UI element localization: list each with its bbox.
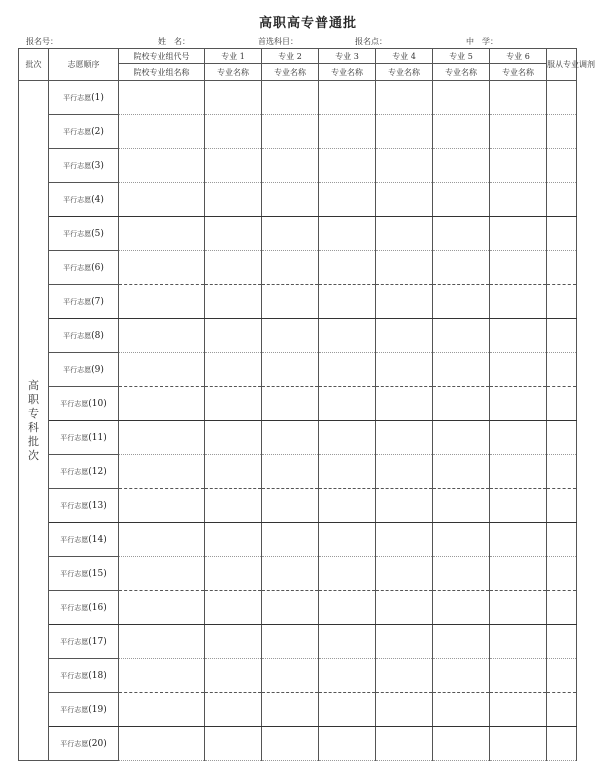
preference-row [19, 217, 577, 251]
major-5-field[interactable] [433, 353, 490, 387]
preference-label [49, 489, 119, 523]
major-1-field[interactable] [205, 659, 262, 693]
major-5-field[interactable] [433, 557, 490, 591]
preference-label [49, 625, 119, 659]
adjust-field[interactable] [547, 489, 577, 523]
preference-number: (6) [91, 262, 104, 273]
group-entry-field[interactable] [119, 727, 205, 761]
preference-row [19, 149, 577, 183]
preference-label [49, 285, 119, 319]
preference-prefix: 平行志愿 [60, 705, 89, 714]
group-entry-field[interactable] [119, 421, 205, 455]
major-5-field[interactable] [433, 489, 490, 523]
preference-number: (7) [91, 296, 104, 307]
preference-row [19, 489, 577, 523]
preference-number: (16) [88, 602, 107, 613]
major-6-field[interactable] [490, 625, 547, 659]
major-3-field[interactable] [319, 285, 376, 319]
preference-row [19, 251, 577, 285]
major-4-field[interactable] [376, 523, 433, 557]
adjust-field[interactable] [547, 693, 577, 727]
major-5-field[interactable] [433, 115, 490, 149]
major-1-field[interactable] [205, 489, 262, 523]
batch-cell [19, 81, 49, 761]
preference-prefix: 平行志愿 [60, 637, 89, 646]
elective-subject-label: 首选科目： [258, 37, 298, 46]
preference-table [18, 48, 595, 761]
group-entry-field[interactable] [119, 183, 205, 217]
preference-number: (4) [91, 194, 104, 205]
preference-row [19, 727, 577, 761]
preference-row [19, 319, 577, 353]
preference-number: (3) [91, 160, 104, 171]
major-4-header: 专业 4 [376, 49, 433, 64]
preference-row [19, 421, 577, 455]
preference-label [49, 81, 119, 115]
major-2-field[interactable] [262, 659, 319, 693]
major-4-field[interactable] [376, 455, 433, 489]
major-3-field[interactable] [319, 523, 376, 557]
major-5-field[interactable] [433, 251, 490, 285]
major-1-field[interactable] [205, 625, 262, 659]
major-6-field[interactable] [490, 115, 547, 149]
major-2-field[interactable] [262, 251, 319, 285]
group-entry-field[interactable] [119, 115, 205, 149]
major-5-field[interactable] [433, 727, 490, 761]
adjust-field[interactable] [547, 387, 577, 421]
major-6-field[interactable] [490, 217, 547, 251]
adjust-field[interactable] [547, 183, 577, 217]
preference-row [19, 387, 577, 421]
major-6-field[interactable] [490, 81, 547, 115]
major-5-field[interactable] [433, 659, 490, 693]
preference-prefix: 平行志愿 [60, 603, 89, 612]
preference-prefix: 平行志愿 [63, 161, 92, 170]
major-1-field[interactable] [205, 387, 262, 421]
major-4-field[interactable] [376, 115, 433, 149]
group-entry-field[interactable] [119, 591, 205, 625]
major-3-field[interactable] [319, 659, 376, 693]
major-5-field[interactable] [433, 625, 490, 659]
major-3-field[interactable] [319, 115, 376, 149]
major-3-field[interactable] [319, 693, 376, 727]
major-2-header: 专业 2 [262, 49, 319, 64]
preference-prefix: 平行志愿 [60, 501, 89, 510]
major-4-field[interactable] [376, 625, 433, 659]
adjust-header: 服从专业调剂 [547, 49, 577, 81]
group-entry-field[interactable] [119, 387, 205, 421]
preference-label [49, 319, 119, 353]
major-2-field[interactable] [262, 81, 319, 115]
major-3-field[interactable] [319, 421, 376, 455]
major-4-name-header: 专业名称 [376, 64, 433, 81]
preference-row [19, 115, 577, 149]
adjust-field[interactable] [547, 591, 577, 625]
adjust-field[interactable] [547, 251, 577, 285]
preference-prefix: 平行志愿 [60, 671, 89, 680]
preference-label [49, 557, 119, 591]
batch-header: 批次 [19, 49, 49, 81]
major-1-field[interactable] [205, 115, 262, 149]
group-entry-field[interactable] [119, 285, 205, 319]
preference-label [49, 115, 119, 149]
major-2-field[interactable] [262, 523, 319, 557]
major-2-field[interactable] [262, 591, 319, 625]
major-5-field[interactable] [433, 319, 490, 353]
major-3-field[interactable] [319, 625, 376, 659]
major-3-field[interactable] [319, 353, 376, 387]
major-4-field[interactable] [376, 81, 433, 115]
major-4-field[interactable] [376, 353, 433, 387]
preference-row [19, 81, 577, 115]
major-1-field[interactable] [205, 251, 262, 285]
major-6-field[interactable] [490, 149, 547, 183]
major-6-field[interactable] [490, 659, 547, 693]
major-4-field[interactable] [376, 557, 433, 591]
preference-row [19, 455, 577, 489]
preference-row [19, 557, 577, 591]
group-entry-field[interactable] [119, 217, 205, 251]
page-title: 高职高专普通批 [258, 16, 357, 31]
major-4-field[interactable] [376, 149, 433, 183]
major-4-field[interactable] [376, 285, 433, 319]
preference-prefix: 平行志愿 [63, 263, 92, 272]
group-entry-field[interactable] [119, 81, 205, 115]
major-1-field[interactable] [205, 183, 262, 217]
major-1-field[interactable] [205, 319, 262, 353]
major-3-field[interactable] [319, 455, 376, 489]
preference-label [49, 455, 119, 489]
major-6-field[interactable] [490, 251, 547, 285]
preference-number: (11) [88, 432, 107, 443]
major-2-field[interactable] [262, 727, 319, 761]
major-6-name-header: 专业名称 [490, 64, 547, 81]
major-5-header: 专业 5 [433, 49, 490, 64]
major-6-field[interactable] [490, 489, 547, 523]
preference-prefix: 平行志愿 [60, 535, 89, 544]
preference-prefix: 平行志愿 [60, 399, 89, 408]
school-label: 中 学： [466, 37, 498, 46]
major-5-field[interactable] [433, 387, 490, 421]
major-4-field[interactable] [376, 489, 433, 523]
major-3-field[interactable] [319, 183, 376, 217]
major-2-field[interactable] [262, 387, 319, 421]
major-3-field[interactable] [319, 591, 376, 625]
group-entry-field[interactable] [119, 659, 205, 693]
preference-number: (13) [88, 500, 107, 511]
major-3-field[interactable] [319, 251, 376, 285]
major-1-field[interactable] [205, 523, 262, 557]
major-1-field[interactable] [205, 421, 262, 455]
major-2-field[interactable] [262, 489, 319, 523]
preference-label [49, 183, 119, 217]
preference-order-header: 志愿顺序 [49, 49, 119, 81]
major-6-field[interactable] [490, 319, 547, 353]
major-1-field[interactable] [205, 81, 262, 115]
group-entry-field[interactable] [119, 319, 205, 353]
preference-row [19, 625, 577, 659]
major-1-header: 专业 1 [205, 49, 262, 64]
group-entry-field[interactable] [119, 149, 205, 183]
major-4-field[interactable] [376, 693, 433, 727]
preference-prefix: 平行志愿 [60, 433, 89, 442]
preference-row [19, 183, 577, 217]
preference-number: (2) [91, 126, 104, 137]
adjust-field[interactable] [547, 115, 577, 149]
major-6-field[interactable] [490, 727, 547, 761]
major-6-field[interactable] [490, 183, 547, 217]
major-4-field[interactable] [376, 319, 433, 353]
preference-label [49, 591, 119, 625]
major-5-field[interactable] [433, 217, 490, 251]
preference-row [19, 591, 577, 625]
major-3-header: 专业 3 [319, 49, 376, 64]
preference-prefix: 平行志愿 [63, 195, 92, 204]
major-1-field[interactable] [205, 727, 262, 761]
preference-number: (12) [88, 466, 107, 477]
major-1-field[interactable] [205, 591, 262, 625]
adjust-field[interactable] [547, 217, 577, 251]
group-entry-field[interactable] [119, 557, 205, 591]
preference-row [19, 659, 577, 693]
preference-prefix: 平行志愿 [60, 569, 89, 578]
preference-label [49, 523, 119, 557]
adjust-field[interactable] [547, 523, 577, 557]
major-2-field[interactable] [262, 149, 319, 183]
adjust-field[interactable] [547, 319, 577, 353]
major-5-field[interactable] [433, 591, 490, 625]
adjust-field[interactable] [547, 455, 577, 489]
group-code-header: 院校专业组代号 [119, 49, 205, 64]
group-entry-field[interactable] [119, 489, 205, 523]
major-5-field[interactable] [433, 81, 490, 115]
adjust-field[interactable] [547, 149, 577, 183]
major-1-field[interactable] [205, 455, 262, 489]
preference-prefix: 平行志愿 [63, 365, 92, 374]
adjust-field[interactable] [547, 421, 577, 455]
major-4-field[interactable] [376, 727, 433, 761]
registration-no-label: 报名号： [26, 37, 58, 46]
major-2-field[interactable] [262, 217, 319, 251]
header-row-1 [19, 49, 577, 64]
major-3-name-header: 专业名称 [319, 64, 376, 81]
preference-number: (17) [88, 636, 107, 647]
preference-number: (14) [88, 534, 107, 545]
major-2-field[interactable] [262, 183, 319, 217]
adjust-field[interactable] [547, 353, 577, 387]
major-3-field[interactable] [319, 557, 376, 591]
major-1-field[interactable] [205, 217, 262, 251]
major-1-field[interactable] [205, 285, 262, 319]
preference-label [49, 251, 119, 285]
preference-number: (8) [91, 330, 104, 341]
major-2-field[interactable] [262, 285, 319, 319]
major-6-field[interactable] [490, 591, 547, 625]
preference-label [49, 353, 119, 387]
preference-label [49, 387, 119, 421]
batch-label: 高职专科批次 [28, 378, 39, 462]
preference-label [49, 727, 119, 761]
group-entry-field[interactable] [119, 625, 205, 659]
adjust-field[interactable] [547, 625, 577, 659]
major-6-field[interactable] [490, 285, 547, 319]
group-entry-field[interactable] [119, 523, 205, 557]
major-5-field[interactable] [433, 285, 490, 319]
preference-number: (10) [88, 398, 107, 409]
preference-row [19, 693, 577, 727]
adjust-field[interactable] [547, 557, 577, 591]
major-6-field[interactable] [490, 455, 547, 489]
major-3-field[interactable] [319, 217, 376, 251]
preference-label [49, 149, 119, 183]
major-5-field[interactable] [433, 693, 490, 727]
adjust-field[interactable] [547, 81, 577, 115]
major-1-field[interactable] [205, 557, 262, 591]
adjust-field[interactable] [547, 727, 577, 761]
major-4-field[interactable] [376, 183, 433, 217]
adjust-field[interactable] [547, 285, 577, 319]
preference-number: (20) [88, 738, 107, 749]
major-4-field[interactable] [376, 387, 433, 421]
major-5-field[interactable] [433, 421, 490, 455]
preference-prefix: 平行志愿 [63, 93, 92, 102]
preference-label [49, 217, 119, 251]
major-2-field[interactable] [262, 115, 319, 149]
major-2-field[interactable] [262, 421, 319, 455]
group-name-header: 院校专业组名称 [119, 64, 205, 81]
preference-prefix: 平行志愿 [63, 229, 92, 238]
exam-site-label: 报名点： [355, 37, 387, 46]
major-6-field[interactable] [490, 421, 547, 455]
preference-label [49, 693, 119, 727]
major-6-field[interactable] [490, 387, 547, 421]
preference-prefix: 平行志愿 [60, 739, 89, 748]
preference-row [19, 285, 577, 319]
major-5-field[interactable] [433, 455, 490, 489]
major-3-field[interactable] [319, 319, 376, 353]
major-5-field[interactable] [433, 149, 490, 183]
major-3-field[interactable] [319, 727, 376, 761]
major-6-field[interactable] [490, 693, 547, 727]
major-3-field[interactable] [319, 81, 376, 115]
preference-prefix: 平行志愿 [63, 331, 92, 340]
preference-number: (9) [91, 364, 104, 375]
major-3-field[interactable] [319, 387, 376, 421]
preference-number: (15) [88, 568, 107, 579]
preference-number: (5) [91, 228, 104, 239]
preference-number: (1) [91, 92, 104, 103]
name-label: 姓 名： [158, 37, 190, 46]
major-4-field[interactable] [376, 217, 433, 251]
preference-prefix: 平行志愿 [63, 127, 92, 136]
major-6-field[interactable] [490, 353, 547, 387]
major-1-field[interactable] [205, 693, 262, 727]
major-1-field[interactable] [205, 149, 262, 183]
preference-label [49, 421, 119, 455]
major-1-field[interactable] [205, 353, 262, 387]
major-3-field[interactable] [319, 489, 376, 523]
group-entry-field[interactable] [119, 353, 205, 387]
group-entry-field[interactable] [119, 455, 205, 489]
major-2-field[interactable] [262, 353, 319, 387]
major-4-field[interactable] [376, 421, 433, 455]
major-6-field[interactable] [490, 523, 547, 557]
major-2-field[interactable] [262, 557, 319, 591]
preference-row [19, 353, 577, 387]
preference-prefix: 平行志愿 [60, 467, 89, 476]
major-3-field[interactable] [319, 149, 376, 183]
major-2-field[interactable] [262, 455, 319, 489]
preference-number: (19) [88, 704, 107, 715]
major-4-field[interactable] [376, 251, 433, 285]
preference-label [49, 659, 119, 693]
major-4-field[interactable] [376, 591, 433, 625]
preference-prefix: 平行志愿 [63, 297, 92, 306]
preference-row [19, 523, 577, 557]
major-2-name-header: 专业名称 [262, 64, 319, 81]
major-2-field[interactable] [262, 693, 319, 727]
preference-number: (18) [88, 670, 107, 681]
major-1-name-header: 专业名称 [205, 64, 262, 81]
major-5-name-header: 专业名称 [433, 64, 490, 81]
major-2-field[interactable] [262, 625, 319, 659]
adjust-field[interactable] [547, 659, 577, 693]
group-entry-field[interactable] [119, 251, 205, 285]
major-6-header: 专业 6 [490, 49, 547, 64]
major-5-field[interactable] [433, 183, 490, 217]
group-entry-field[interactable] [119, 693, 205, 727]
major-6-field[interactable] [490, 557, 547, 591]
major-4-field[interactable] [376, 659, 433, 693]
major-5-field[interactable] [433, 523, 490, 557]
major-2-field[interactable] [262, 319, 319, 353]
